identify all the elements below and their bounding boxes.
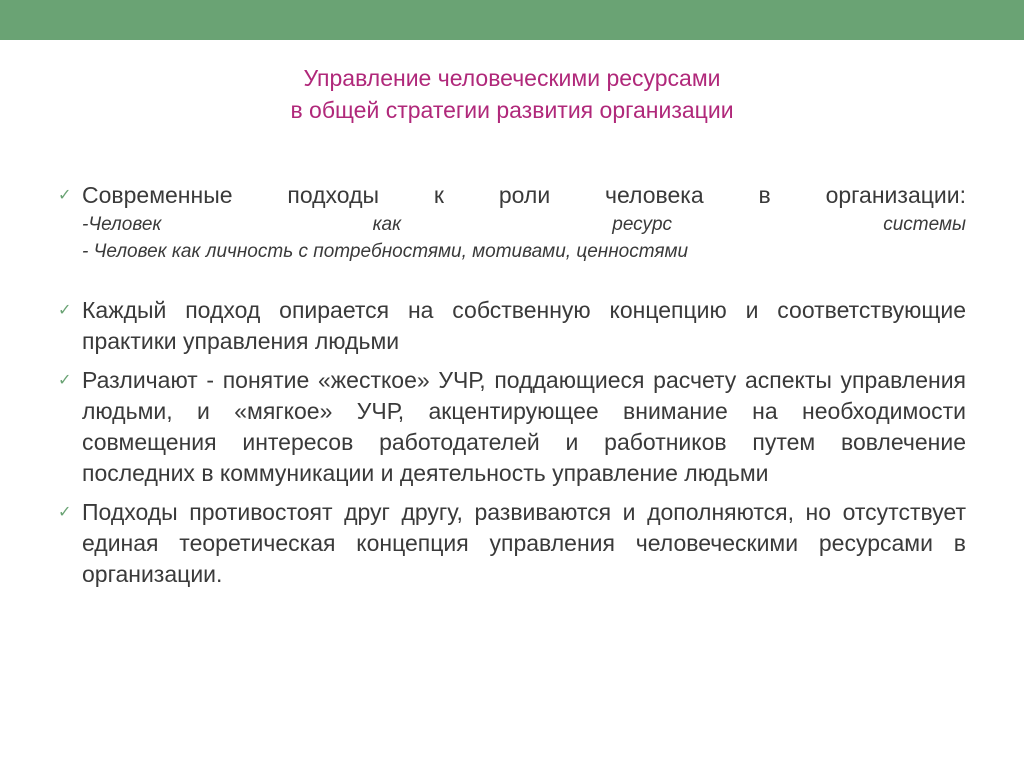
- checkmark-icon: ✓: [58, 300, 72, 319]
- sub-item-2: - Человек как личность с потребностями, мотивами, ценностями: [82, 241, 689, 262]
- top-accent-bar: [0, 0, 1024, 40]
- sub-item-1: -Человек как ресурс системы: [82, 214, 966, 235]
- bullet-text-4: Подходы противостоят друг другу, развиваются и дополняются, но отсутствует единая теоретическая концепция управления человеческими ресурсами в организации.: [82, 499, 966, 587]
- bullet-item-4: [58, 497, 966, 590]
- slide-title: [0, 62, 1024, 126]
- checkmark-icon: ✓: [58, 370, 72, 389]
- checkmark-icon: ✓: [58, 185, 72, 204]
- bullet-item-2: [58, 295, 966, 357]
- title-line-2: в общей стратегии развития организации: [290, 97, 734, 123]
- title-line-1: Управление человеческими ресурсами: [303, 65, 721, 91]
- bullet-text-3: Различают - понятие «жесткое» УЧР, поддающиеся расчету аспекты управления людьми, и «мягкое» УЧР, акцентирующее внимание на необходимости совмещения интересов работодателей и работников путем вовлечение последних в коммуникации и деятельность управление людьми: [82, 367, 966, 486]
- bullet-item-1: [58, 180, 966, 265]
- bullet-text-2: Каждый подход опирается на собственную концепцию и соответствующие практики управления людьми: [82, 297, 966, 354]
- bullet-item-3: [58, 365, 966, 489]
- checkmark-icon: ✓: [58, 502, 72, 521]
- bullet-text-1: Современные подходы к роли человека в организации:: [82, 182, 966, 208]
- bullet-list: [58, 180, 966, 598]
